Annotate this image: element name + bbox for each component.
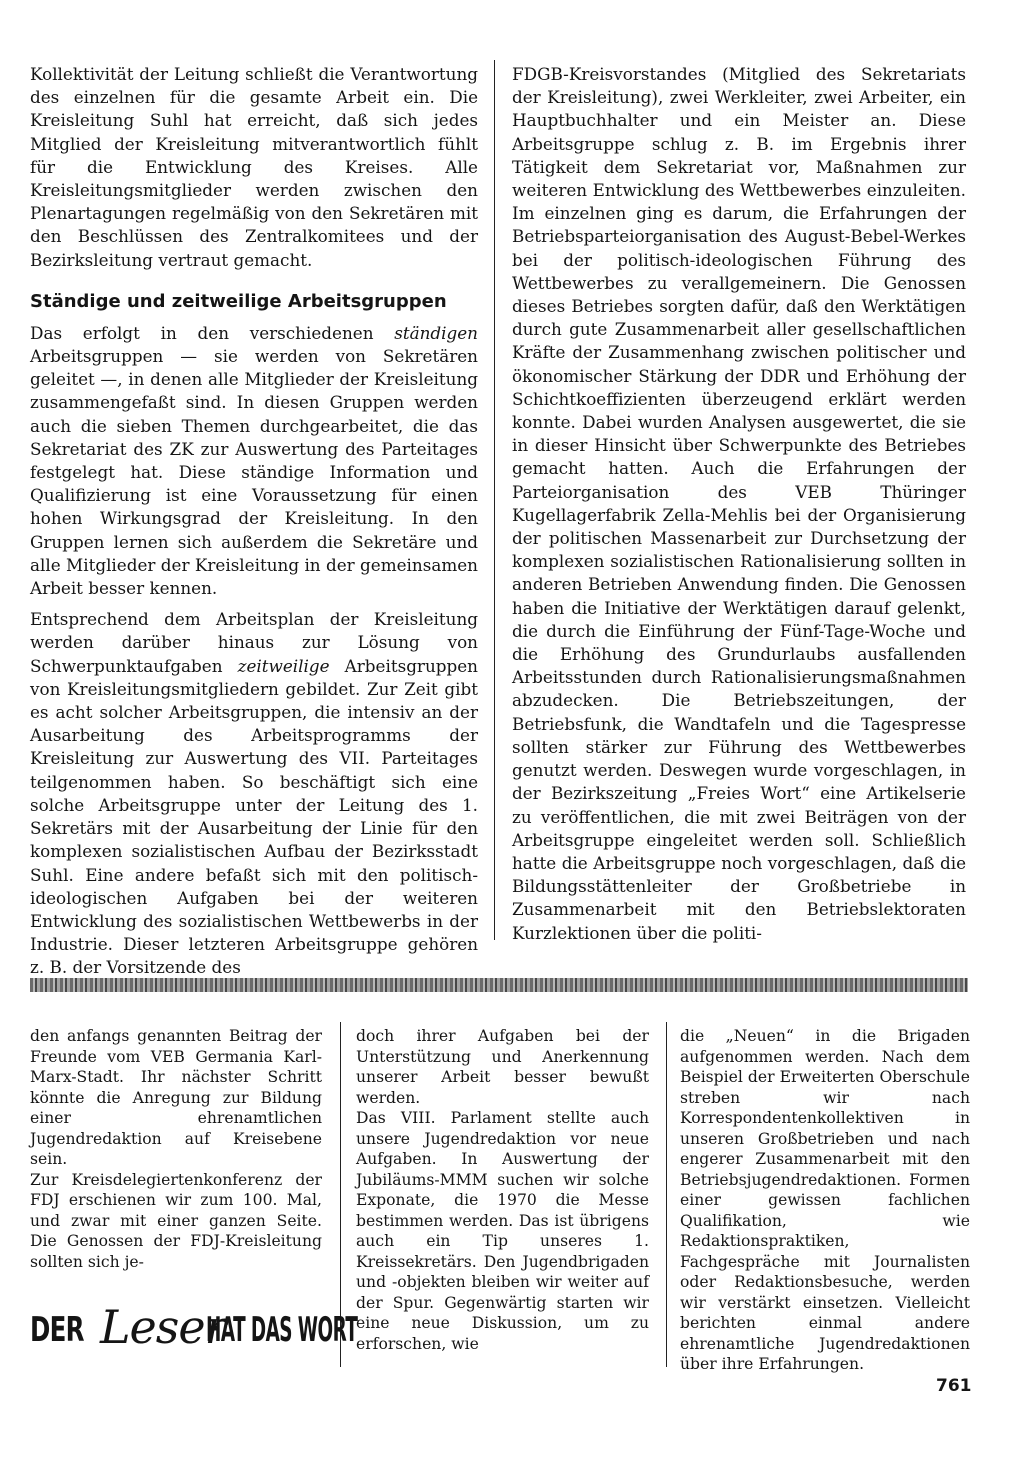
column-divider [666, 1022, 667, 1367]
paragraph-working-group: FDGB-Kreisvorstandes (Mitglied des Sekretariats der Kreisleitung), zwei Werkleiter, zwei Arbeiter, ein Hauptbuchhalter und ein Meister an. Diese Arbeitsgruppe schlug z. B. im Ergebnis ihrer Tätigkeit dem Sekretariat vor, Maßnahmen zur weiteren Entwicklung des Wettbewerbes einzuleiten. Im einzelnen ging es darum, die Erfahrungen der Betriebsparteiorganisation des August-Bebel-Werkes bei der politisch-ideologischen Führung des Wettbewerbes zu verallgemeinern. Die Genossen dieses Betriebes sorgten dafür, daß den Werktätigen durch gute Zusammenarbeit aller gesellschaftlichen Kräfte der Zusammenhang zwischen politischer und ökonomischer Stärkung der DDR und Erhöhung der Schichtkoeffizienten überzeugend erklärt werden konnte. Dabei wurden Analysen ausgewertet, die sie in dieser Hinsicht über Schwerpunkte des Betriebes gemacht hatten. Auch die Erfahrungen der Parteiorganisation des VEB Thüringer Kugellagerfabrik Zella-Mehlis bei der Organisierung der politischen Massenarbeit zur Durchsetzung der komplexen sozialistischen Rationalisierung sollten in anderen Betrieben Anwendung finden. Die Genossen haben die Initiative der Werktätigen darauf gelenkt, die durch die Einführung der Fünf-Tage-Woche und die Erhöhung des Grundurlaubs ausfallenden Arbeitsstunden durch Rationalisierungsmaßnahmen abzudecken. Die Betriebszeitungen, der Betriebsfunk, die Wandtafeln und die Tagespresse sollten stärker zur Führung des Wettbewerbes genutzt werden. Deswegen wurde vorgeschlagen, in der Bezirkszeitung „Freies Wort“ eine Artikelserie zu veröffentlichen, die mit zwei Beiträgen von der Arbeitsgruppe eingeleitet werden soll. Schließlich hatte die Arbeitsgruppe noch vorgeschlagen, daß die Bildungsstättenleiter der Großbetriebe in Zusammenarbeit mit den Betriebslektoraten Kurzlektionen über die politi- [512, 64, 966, 943]
letter-column-1 [30, 1026, 322, 1272]
letter-paragraph: Das VIII. Parlament stellte auch unsere Jugendredaktion vor neue Aufgaben. In Auswertung der Jubiläums-MMM suchen wir solche Exponate, die 1970 die Messe bestimmen werden. Das ist übrigens auch ein Tip unseres 1. Kreissekretärs. Den Jugendbrigaden und -objekten bleiben wir weiter auf der Spur. Gegenwärtig starten wir eine neue Diskussion, um zu erforschen, wie [356, 1109, 649, 1353]
text-run: Entsprechend dem Arbeitsplan der Kreisleitung werden darüber hinaus zur Lösung von Schwerpunktaufgaben [30, 609, 478, 676]
paragraph-leadership: Kollektivität der Leitung schließt die Verantwortung des einzelnen für die gesamte Arbeit ein. Die Kreisleitung Suhl hat erreicht, daß sich jedes Mitglied der Kreisleitung mitverantwortlich fühlt für die Entwicklung des Kreises. Alle Kreisleitungsmitglieder werden zwischen den Plenartagungen regelmäßig von den Sekretären mit den Beschlüssen des Zentralkomitees und der Bezirksleitung vertraut gemacht. [30, 64, 478, 270]
letter-paragraph: den anfangs genannten Beitrag der Freunde vom VEB Germania Karl-Marx-Stadt. Ihr nächster Schritt könnte die Anregung zur Bildung einer ehrenamtlichen Jugendredaktion auf Kreisebene sein. [30, 1027, 322, 1168]
logo-word-leser: Leser [100, 1300, 226, 1354]
column-divider [494, 60, 495, 940]
letter-column-2 [356, 1026, 649, 1354]
paragraph-permanent-groups [30, 322, 478, 600]
text-run: Arbeitsgruppen — sie werden von Sekretären geleitet —, in denen alle Mitglieder der Kreisleitung zusammengefaßt sind. In diesen Gruppen werden auch die sieben Themen durchgearbeitet, die das Sekretariat des ZK zur Auswertung des Parteitages festgelegt hat. Diese ständige Information und Qualifizierung ist eine Voraussetzung für einen hohen Wirkungsgrad der Kreisleitung. In den Gruppen lernen sich außerdem die Sekretäre und alle Mitglieder der Kreisleitung in der gemeinsamen Arbeit besser kennen. [30, 346, 478, 599]
emphasis-permanent: ständigen [394, 322, 478, 343]
article-right-column [512, 63, 966, 945]
section-heading: Ständige und zeitweilige Arbeitsgruppen [30, 290, 447, 312]
logo-word-hat-das-wort: HAT DAS WORT [206, 1310, 358, 1350]
article-left-column [30, 63, 478, 980]
page-number: 761 [936, 1376, 972, 1396]
letter-column-3 [680, 1026, 970, 1375]
emphasis-temporary: zeitweilige [237, 655, 330, 676]
text-run: Das erfolgt in den verschiedenen [30, 322, 395, 343]
logo-word-der: DER [30, 1310, 84, 1350]
letter-paragraph: Zur Kreisdelegiertenkonferenz der FDJ erschienen wir zum 100. Mal, und zwar mit einer ganzen Seite. Die Genossen der FDJ-Kreisleitung sollten sich je- [30, 1170, 322, 1271]
der-leser-hat-das-wort-logo [30, 1300, 358, 1360]
text-run: Arbeitsgruppen von Kreisleitungsmitgliedern gebildet. Zur Zeit gibt es acht solcher Arbeitsgruppen, die intensiv an der Ausarbeitung des Arbeitsprogramms der Kreisleitung zur Auswertung des VII. Parteitages teilgenommen haben. So beschäftigt sich eine solche Arbeitsgruppe unter der Leitung des 1. Sekretärs mit der Ausarbeitung der Linie für den komplexen sozialistischen Aufbau der Bezirksstadt Suhl. Eine andere befaßt sich mit den politisch-ideologischen Aufgaben bei der weiteren Entwicklung des sozialistischen Wettbewerbs in der Industrie. Dieser letzteren Arbeitsgruppe gehören z. B. der Vorsitzende des [30, 655, 478, 978]
letter-paragraph: die „Neuen“ in die Brigaden aufgenommen werden. Nach dem Beispiel der Erweiterten Oberschule streben wir nach Korrespondentenkollektiven in unseren Großbetrieben und nach engerer Zusammenarbeit mit den Betriebsjugendredaktionen. Formen einer gewissen fachlichen Qualifikation, wie Redaktionspraktiken, Fachgespräche mit Journalisten oder Redaktionsbesuche, werden wir verstärkt einsetzen. Vielleicht berichten einmal andere ehrenamtliche Jugendredaktionen über ihre Erfahrungen. [680, 1027, 970, 1373]
paragraph-temporary-groups [30, 608, 478, 979]
section-separator-band [30, 978, 968, 992]
letter-paragraph: doch ihrer Aufgaben bei der Unterstützung und Anerkennung unserer Arbeit besser bewußt werden. [356, 1027, 649, 1107]
